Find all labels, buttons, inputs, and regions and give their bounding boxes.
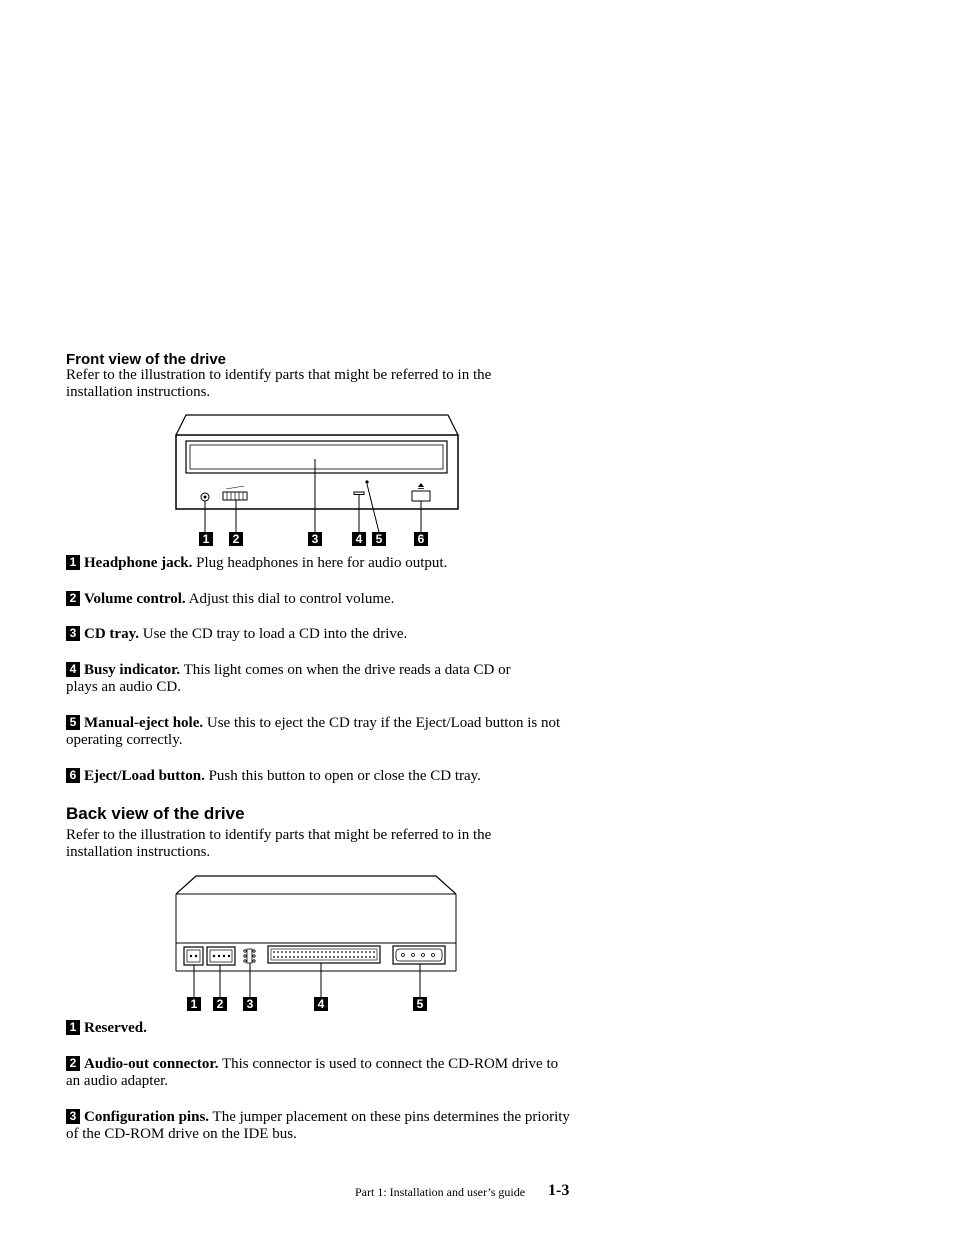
item-term: Eject/Load button. [84, 768, 205, 784]
audio-out-connector-icon [207, 947, 235, 965]
back-view-illustration [170, 872, 470, 1017]
item-desc: Adjust this dial to control volume. [188, 591, 395, 607]
front-callout-5: 5 [372, 532, 386, 546]
callout-badge: 1 [66, 1020, 80, 1035]
eject-button-icon [412, 483, 430, 501]
callout-badge: 2 [66, 1056, 80, 1071]
front-callout-3: 3 [308, 532, 322, 546]
callout-badge: 6 [66, 768, 80, 783]
item-term: Audio-out connector. [84, 1056, 219, 1072]
front-view-intro: Refer to the illustration to identify parts that might be referred to in the installation instructions. [66, 367, 492, 400]
front-view-illustration [170, 412, 470, 552]
front-callout-1: 1 [199, 532, 213, 546]
manual-eject-hole-icon [365, 480, 368, 483]
front-item-5 [66, 715, 571, 749]
item-term: Headphone jack. [84, 555, 193, 571]
callout-badge: 4 [66, 662, 80, 677]
front-item-2 [66, 591, 571, 608]
back-callout-2: 2 [213, 997, 227, 1011]
callout-badge: 3 [66, 626, 80, 641]
front-drive-drawing [170, 412, 470, 552]
item-term: Reserved. [84, 1020, 147, 1036]
back-callout-4: 4 [314, 997, 328, 1011]
back-item-1 [66, 1020, 571, 1037]
callout-badge: 5 [66, 715, 80, 730]
item-desc: Use the CD tray to load a CD into the drive. [142, 626, 408, 642]
item-desc: Plug headphones in here for audio output. [196, 555, 448, 571]
headphone-jack-icon [201, 493, 209, 501]
front-item-4 [66, 662, 546, 696]
item-term: Manual-eject hole. [84, 715, 204, 731]
back-callout-5: 5 [413, 997, 427, 1011]
back-view-intro: Refer to the illustration to identify parts that might be referred to in the installation instructions. [66, 827, 492, 860]
power-connector-icon [393, 946, 445, 964]
back-drive-drawing [170, 872, 470, 1017]
front-callout-4: 4 [352, 532, 366, 546]
item-term: CD tray. [84, 626, 139, 642]
reserved-connector-icon [184, 947, 203, 965]
back-item-2 [66, 1056, 571, 1090]
callout-badge: 2 [66, 591, 80, 606]
front-view-heading: Front view of the drive [66, 351, 227, 368]
front-item-6 [66, 768, 571, 785]
page-number: 1-3 [548, 1182, 570, 1199]
callout-badge: 1 [66, 555, 80, 570]
back-callout-1: 1 [187, 997, 201, 1011]
item-desc: This connector is used to connect the CD-ROM drive to an audio adapter. [66, 1056, 559, 1089]
configuration-pins-icon [244, 949, 255, 963]
front-callout-6: 6 [414, 532, 428, 546]
front-item-3 [66, 626, 571, 643]
item-term: Busy indicator. [84, 662, 181, 678]
front-callout-2: 2 [229, 532, 243, 546]
item-desc: Push this button to open or close the CD tray. [208, 768, 481, 784]
back-item-3 [66, 1109, 571, 1143]
volume-dial-icon [223, 486, 247, 500]
front-item-1 [66, 555, 571, 572]
page-footer-text: Part 1: Installation and user’s guide [355, 1185, 526, 1199]
item-desc: Use this to eject the CD tray if the Eject/Load button is not operating correctly. [66, 715, 561, 748]
item-term: Configuration pins. [84, 1109, 210, 1125]
item-term: Volume control. [84, 591, 186, 607]
item-desc: This light comes on when the drive reads a data CD or plays an audio CD. [66, 662, 511, 695]
back-callout-3: 3 [243, 997, 257, 1011]
back-view-heading: Back view of the drive [66, 804, 245, 823]
callout-badge: 3 [66, 1109, 80, 1124]
item-desc: The jumper placement on these pins determines the priority of the CD-ROM drive on the IDE bus. [66, 1109, 570, 1142]
ide-connector-icon [268, 946, 380, 963]
